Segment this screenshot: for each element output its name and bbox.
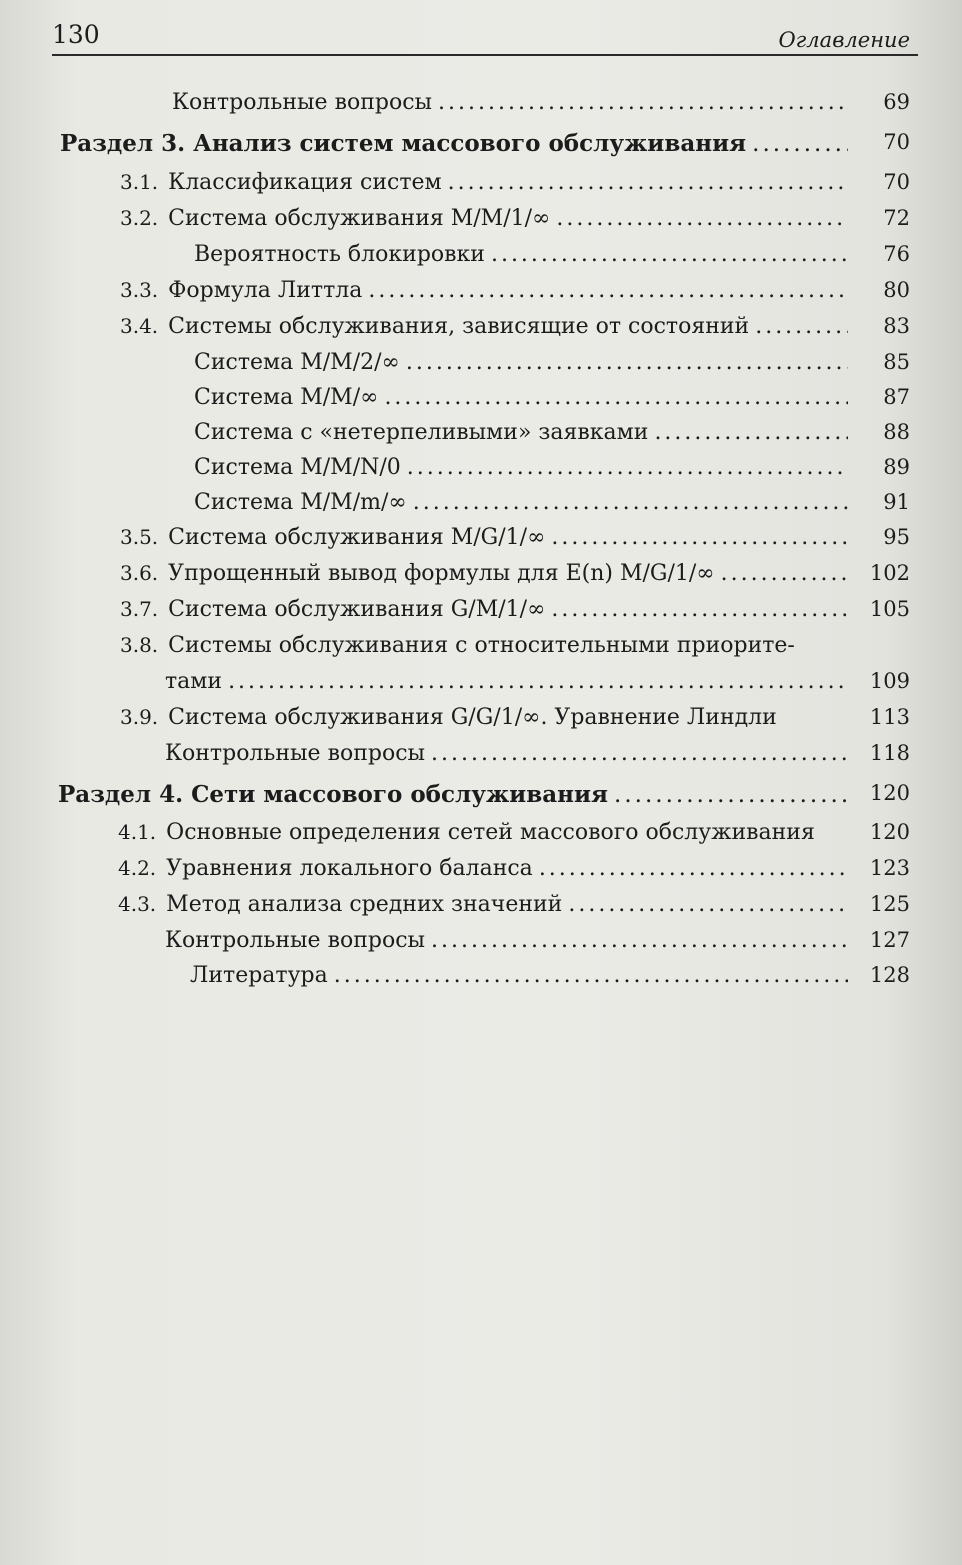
leader-dots: [654, 420, 848, 445]
toc-entry-label: Система M/M/m/∞: [194, 490, 407, 515]
toc-entry-page: 89: [883, 455, 910, 479]
toc-entry-page: 125: [869, 892, 910, 916]
toc-entry-wrapped: [120, 633, 795, 658]
toc-entry-label: Метод анализа средних значений: [166, 892, 563, 917]
toc-entry: [194, 490, 910, 515]
leader-dots: [448, 170, 848, 195]
toc-entry-number: 4.1.: [118, 820, 157, 844]
toc-entry-label: Вероятность блокировки: [194, 242, 485, 267]
toc-entry: [120, 525, 910, 550]
leader-dots: [568, 892, 848, 917]
toc-entry-number: 3.5.: [120, 525, 159, 549]
leader-dots: [438, 90, 848, 115]
toc-entry: [194, 420, 910, 445]
toc-entry-page: 70: [883, 170, 910, 194]
toc-entry-label: Контрольные вопросы: [165, 741, 426, 766]
leader-dots: [614, 782, 848, 808]
toc-entry-page: 113: [869, 705, 910, 729]
toc-entry: [120, 314, 910, 339]
toc-entry-page: 88: [883, 420, 910, 444]
leader-dots: [406, 350, 848, 375]
leader-dots: [384, 385, 848, 410]
leader-dots: [413, 490, 848, 515]
toc-entry-label-continued: тами: [165, 669, 223, 694]
leader-dots: [407, 455, 848, 480]
toc-section: [60, 130, 910, 157]
toc-section-label: Раздел 3. Анализ систем массового обслуживания: [60, 130, 747, 157]
toc-entry-label: Система обслуживания G/M/1/∞: [168, 597, 546, 622]
toc-entry-page: 76: [883, 242, 910, 266]
toc-entry-label: Система M/M/2/∞: [194, 350, 400, 375]
toc-entry-label: Контрольные вопросы: [165, 928, 426, 953]
toc-entry: [194, 242, 910, 267]
toc-entry-label: Система M/M/∞: [194, 385, 379, 410]
toc-entry-number: 3.9.: [120, 705, 159, 729]
toc-entry-label: Упрощенный вывод формулы для E(n) M/G/1/∞: [168, 561, 715, 586]
toc-entry-page: 95: [883, 525, 910, 549]
toc-entry-number: 3.4.: [120, 314, 159, 338]
toc-entry-label: Система обслуживания M/G/1/∞: [168, 525, 546, 550]
toc-entry-page: 102: [869, 561, 910, 585]
toc-entry-page: 80: [883, 278, 910, 302]
leader-dots: [491, 242, 848, 267]
toc-entry-label: Система M/M/N/0: [194, 455, 401, 480]
toc-entry-page: 118: [869, 741, 910, 765]
toc-entry: [118, 820, 910, 845]
toc-entry-page: 123: [869, 856, 910, 880]
toc-entry-page: 128: [869, 963, 910, 987]
toc-entry: [120, 170, 910, 195]
toc-entry-number: 3.3.: [120, 278, 159, 302]
toc-entry-label: Системы обслуживания, зависящие от состояний: [168, 314, 750, 339]
toc-entry-label: Контрольные вопросы: [172, 90, 433, 115]
toc-entry: [120, 278, 910, 303]
toc-entry-number: 4.3.: [118, 892, 157, 916]
toc-entry-page: 120: [869, 820, 910, 844]
toc-entry-label: Система обслуживания G/G/1/∞. Уравнение Линдли: [168, 705, 777, 730]
toc-entry-page: 87: [883, 385, 910, 409]
toc-entry-page: 72: [883, 206, 910, 230]
toc-entry-number: 4.2.: [118, 856, 157, 880]
toc-entry-label: Системы обслуживания с относительными приорите-: [168, 633, 795, 658]
toc-entry: [194, 350, 910, 375]
leader-dots: [755, 314, 848, 339]
leader-dots: [551, 525, 848, 550]
leader-dots: [368, 278, 848, 303]
leader-dots: [431, 741, 848, 766]
toc-entry-label: Система обслуживания M/M/1/∞: [168, 206, 551, 231]
toc-entry-page: 105: [869, 597, 910, 621]
toc-entry-page: 69: [883, 90, 910, 114]
leader-dots: [556, 206, 848, 231]
toc-entry: [120, 561, 910, 586]
leader-dots: [551, 597, 848, 622]
leader-dots: [752, 131, 848, 157]
toc-entry-number: 3.2.: [120, 206, 159, 230]
toc-entry: [165, 741, 910, 766]
toc-entry: [118, 892, 910, 917]
running-title: Оглавление: [778, 28, 910, 52]
toc-entry-label: Литература: [190, 963, 328, 988]
toc-entry-page: 120: [869, 781, 910, 805]
leader-dots: [721, 561, 848, 586]
toc-section-label: Раздел 4. Сети массового обслуживания: [58, 781, 609, 808]
toc-entry-label: Система с «нетерпеливыми» заявками: [194, 420, 649, 445]
toc-entry-continuation: [165, 669, 910, 694]
toc-entry: [118, 856, 910, 881]
toc-entry-label: Классификация систем: [168, 170, 442, 195]
leader-dots: [539, 856, 848, 881]
toc-section: [58, 781, 910, 808]
toc-entry-page: 83: [883, 314, 910, 338]
toc-entry-number: 3.7.: [120, 597, 159, 621]
page-number: 130: [52, 20, 100, 49]
toc-entry: [194, 455, 910, 480]
toc-entry-number: 3.8.: [120, 633, 159, 657]
toc-entry: [194, 385, 910, 410]
leader-dots: [334, 963, 848, 988]
toc-entry: [165, 928, 910, 953]
toc-entry-label: Уравнения локального баланса: [166, 856, 533, 881]
leader-dots: [228, 669, 848, 694]
toc-entry-number: 3.6.: [120, 561, 159, 585]
toc-entry-label: Основные определения сетей массового обслуживания: [166, 820, 815, 845]
toc-entry-page: 127: [869, 928, 910, 952]
toc-entry: [172, 90, 910, 115]
toc-entry-page: 91: [883, 490, 910, 514]
toc-entry: [120, 705, 910, 730]
toc-entry-number: 3.1.: [120, 170, 159, 194]
toc-entry-page: 85: [883, 350, 910, 374]
toc-entry: [120, 206, 910, 231]
page-header: [52, 18, 918, 56]
toc-entry-page: 109: [869, 669, 910, 693]
toc-entry: [120, 597, 910, 622]
leader-dots: [431, 928, 848, 953]
toc-entry-page: 70: [883, 130, 910, 154]
toc-entry-label: Формула Литтла: [168, 278, 363, 303]
toc-entry: [190, 963, 910, 988]
